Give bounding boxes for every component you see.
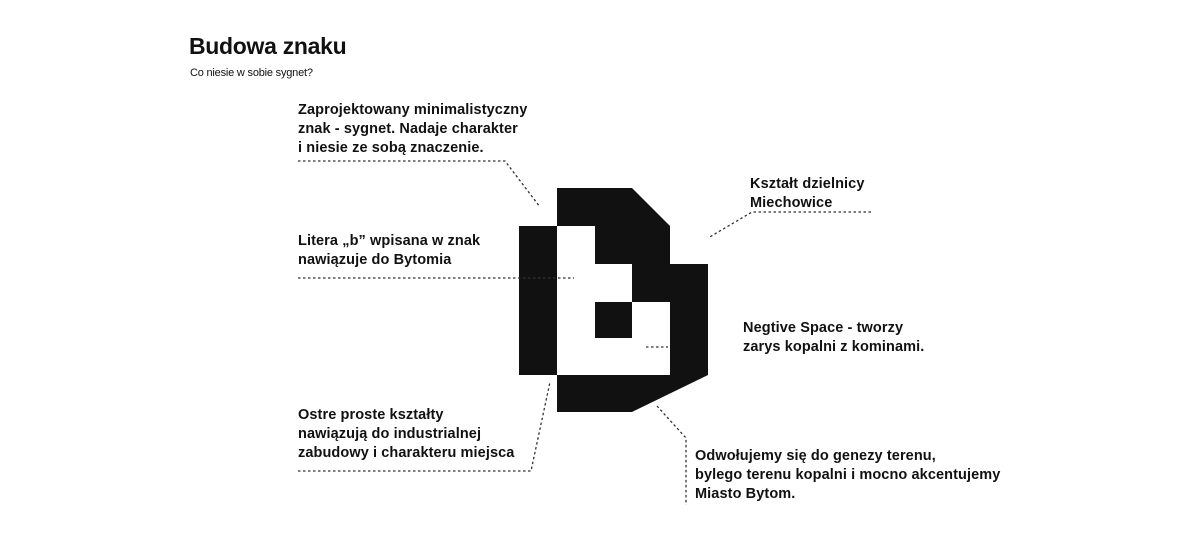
annotation-line: Litera „b” wpisana w znak [298,233,481,249]
logo-inner-square [595,302,632,338]
sygnet-logo-mark [519,188,708,412]
annotation-line: zarys kopalni z kominami. [743,339,925,355]
annotation-geneza [695,447,1000,504]
logo-shape [519,188,708,412]
annotation-line: Miasto Bytom. [695,486,796,502]
annotation-negative-space [743,319,924,357]
annotation-line: Miechowice [750,195,833,211]
leader-line-sygnet [298,161,540,207]
annotation-line: Ostre proste kształty [298,407,444,423]
leader-line-dzielnica [708,212,871,238]
annotation-line: Odwołujemy się do genezy terenu, [695,448,936,464]
annotation-line: Kształt dzielnicy [750,176,865,192]
annotation-line: Zaprojektowany minimalistyczny [298,102,528,118]
page-title: Budowa znaku [189,33,347,59]
annotation-line: bylego terenu kopalni i mocno akcentujemy [695,467,1001,483]
annotation-line: nawiązują do industrialnej [298,426,482,442]
annotation-ksztalty [298,406,514,463]
leader-line-geneza [657,406,686,505]
page-subtitle: Co niesie w sobie sygnet? [190,67,313,79]
annotation-sygnet [298,101,527,158]
annotation-line: Negtive Space - tworzy [743,320,904,336]
annotation-litera-b [298,232,480,270]
annotation-line: nawiązuje do Bytomia [298,252,452,268]
annotation-line: zabudowy i charakteru miejsca [298,445,515,461]
annotation-line: i niesie ze sobą znaczenie. [298,140,484,156]
annotation-line: znak - sygnet. Nadaje charakter [298,121,518,137]
annotation-dzielnica [750,175,865,213]
